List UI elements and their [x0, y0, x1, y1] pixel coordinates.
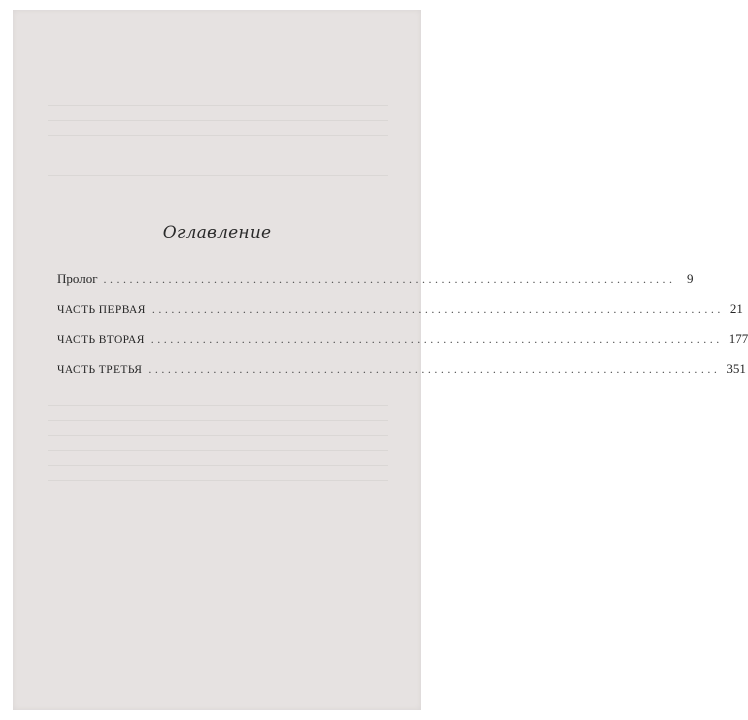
toc-entry-prologue — [57, 271, 694, 301]
show-through-line — [48, 465, 388, 466]
toc-entry-part-three — [57, 361, 746, 391]
toc-leader-dots: ........................................................................................ — [103, 272, 676, 286]
toc-title: Оглавление — [162, 223, 272, 243]
toc-entry-label: ЧАСТЬ ПЕРВАЯ — [57, 304, 146, 316]
show-through-line — [48, 120, 388, 121]
show-through-line — [48, 175, 388, 176]
book-page — [13, 10, 748, 710]
show-through-line — [48, 435, 388, 436]
toc-leader-dots: ........................................................................................ — [151, 302, 724, 316]
show-through-line — [48, 135, 388, 136]
toc-entry-page: 21 — [729, 301, 743, 316]
toc-list — [57, 271, 748, 391]
show-through-line — [48, 405, 388, 406]
toc-entry-label: Пролог — [57, 271, 98, 286]
show-through-line — [48, 480, 388, 481]
toc-entry-part-two — [57, 331, 748, 361]
toc-entry-page: 177 — [728, 331, 748, 346]
toc-entry-page: 9 — [687, 271, 694, 286]
show-through-line — [48, 105, 388, 106]
show-through-line — [48, 450, 388, 451]
toc-leader-dots: ........................................................................................ — [150, 332, 723, 346]
toc-entry-page: 351 — [726, 361, 746, 376]
toc-entry-part-one — [57, 301, 743, 331]
toc-leader-dots: ........................................................................................ — [148, 362, 721, 376]
show-through-line — [48, 420, 388, 421]
toc-entry-label: ЧАСТЬ ВТОРАЯ — [57, 334, 145, 346]
toc-entry-label: ЧАСТЬ ТРЕТЬЯ — [57, 364, 143, 376]
